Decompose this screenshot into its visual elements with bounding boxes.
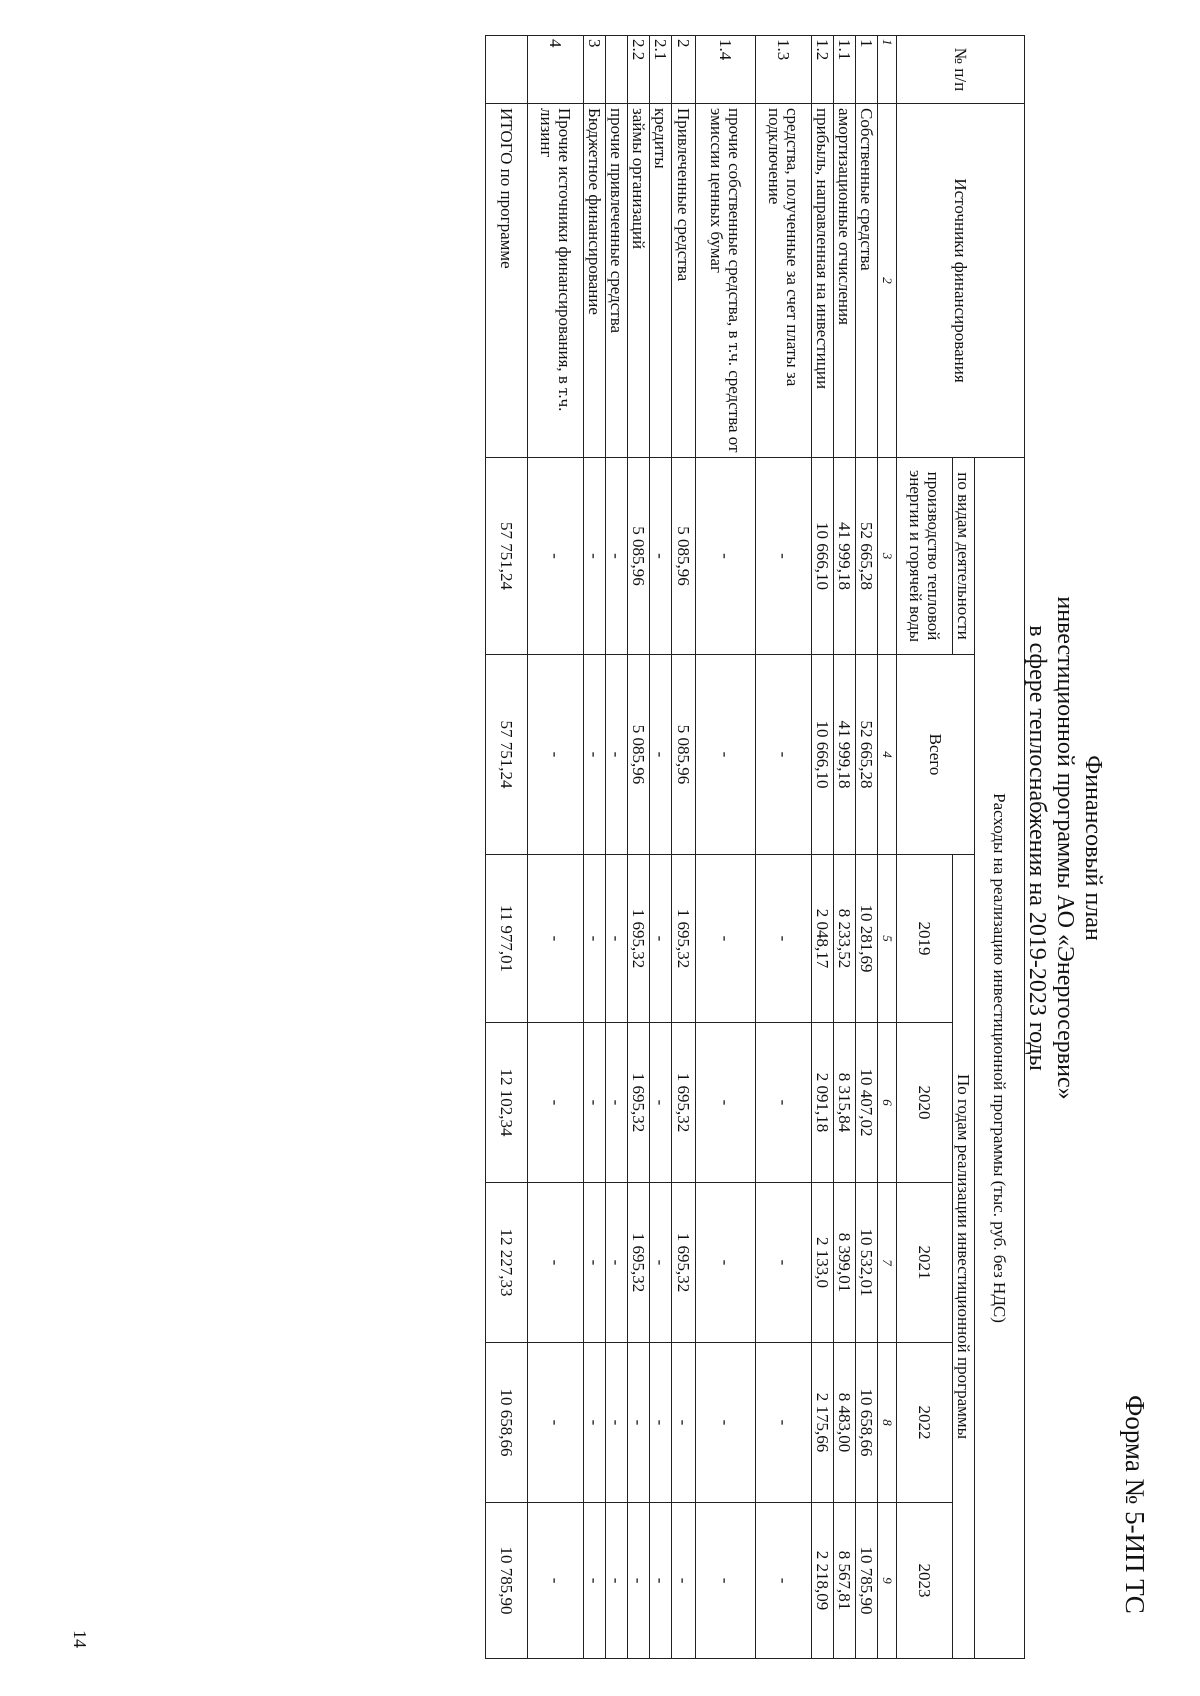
column-number: 3	[878, 458, 897, 655]
row-value: -	[650, 655, 672, 855]
row-value: -	[696, 458, 756, 655]
table-row	[696, 36, 756, 1659]
row-value: -	[696, 1343, 756, 1503]
row-source: амортизационные отчисления	[834, 104, 856, 458]
header-by-years: По годам реализации инвестиционной программы	[953, 855, 975, 1659]
header-by-activity: по видам деятельности	[953, 458, 975, 655]
row-index: 1.3	[756, 36, 812, 104]
row-value: -	[528, 1503, 584, 1659]
row-value: -	[672, 1343, 696, 1503]
row-value: 10 658,66	[486, 1343, 528, 1503]
row-value: 10 532,01	[856, 1183, 878, 1343]
header-year-2020: 2020	[897, 1023, 953, 1183]
row-value: -	[650, 1023, 672, 1183]
financial-plan-table	[485, 35, 1025, 1659]
column-number: 7	[878, 1183, 897, 1343]
row-value: -	[528, 1183, 584, 1343]
document-title	[1023, 0, 1107, 1696]
row-source: кредиты	[650, 104, 672, 458]
row-source: займы организаций	[628, 104, 650, 458]
row-value: -	[650, 458, 672, 655]
header-year-2022: 2022	[897, 1343, 953, 1503]
header-total: Всего	[897, 655, 975, 855]
row-index	[486, 36, 528, 104]
row-value: -	[650, 1343, 672, 1503]
row-value: -	[606, 1343, 628, 1503]
row-value: 12 102,34	[486, 1023, 528, 1183]
header-number: № п/п	[897, 36, 1025, 104]
row-value: -	[756, 1503, 812, 1659]
row-index: 2	[672, 36, 696, 104]
row-value: 52 665,28	[856, 458, 878, 655]
row-source: прочие собственные средства, в т.ч. средства от эмиссии ценных бумаг	[696, 104, 756, 458]
row-value: -	[606, 1183, 628, 1343]
row-value: -	[696, 855, 756, 1023]
column-number: 2	[878, 104, 897, 458]
row-value: -	[584, 458, 606, 655]
row-value: -	[650, 1503, 672, 1659]
row-value: -	[528, 458, 584, 655]
row-index: 1.4	[696, 36, 756, 104]
header-year-2021: 2021	[897, 1183, 953, 1343]
row-value: -	[696, 1183, 756, 1343]
row-value: 41 999,18	[834, 458, 856, 655]
row-source: прибыль, направленная на инвестиции	[812, 104, 834, 458]
row-value: -	[584, 1503, 606, 1659]
table-row	[528, 36, 584, 1659]
row-value: 10 666,10	[812, 458, 834, 655]
row-value: -	[584, 855, 606, 1023]
row-value: 10 785,90	[486, 1503, 528, 1659]
header-sources: Источники финансирования	[897, 104, 1025, 458]
column-number: 8	[878, 1343, 897, 1503]
header-production: производство тепловой энергии и горячей воды	[897, 458, 953, 655]
row-value: 1 695,32	[672, 1183, 696, 1343]
title-line-1: Финансовый план	[1080, 755, 1106, 941]
row-value: -	[606, 458, 628, 655]
row-value: -	[528, 855, 584, 1023]
row-value: -	[628, 1503, 650, 1659]
table-row	[650, 36, 672, 1659]
row-value: 5 085,96	[628, 655, 650, 855]
row-value: -	[584, 1183, 606, 1343]
row-value: 57 751,24	[486, 458, 528, 655]
row-value: 1 695,32	[628, 855, 650, 1023]
row-value: 5 085,96	[672, 458, 696, 655]
row-value: -	[584, 1023, 606, 1183]
row-source: прочие привлеченные средства	[606, 104, 628, 458]
row-value: -	[756, 1183, 812, 1343]
header-year-2019: 2019	[897, 855, 953, 1023]
row-value: -	[696, 655, 756, 855]
column-number: 4	[878, 655, 897, 855]
row-value: -	[606, 1503, 628, 1659]
row-value: -	[672, 1503, 696, 1659]
page-number: 14	[70, 1630, 90, 1648]
row-value: 1 695,32	[628, 1023, 650, 1183]
column-numbers-row	[878, 36, 897, 1659]
row-value: -	[696, 1023, 756, 1183]
table-row-total	[486, 36, 528, 1659]
row-value: 8 233,52	[834, 855, 856, 1023]
row-source: Привлеченные средства	[672, 104, 696, 458]
row-value: 2 048,17	[812, 855, 834, 1023]
row-value: -	[628, 1343, 650, 1503]
table-row	[672, 36, 696, 1659]
row-value: 12 227,33	[486, 1183, 528, 1343]
form-label: Форма № 5-ИП ТС	[1120, 1395, 1150, 1614]
table-row	[606, 36, 628, 1659]
table-row	[856, 36, 878, 1659]
row-value: 2 218,09	[812, 1503, 834, 1659]
row-value: 2 133,0	[812, 1183, 834, 1343]
row-value: 1 695,32	[672, 855, 696, 1023]
row-value: 1 695,32	[672, 1023, 696, 1183]
row-value: 10 785,90	[856, 1503, 878, 1659]
row-value: 2 091,18	[812, 1023, 834, 1183]
row-index: 2.1	[650, 36, 672, 104]
row-value: 41 999,18	[834, 655, 856, 855]
row-value: -	[528, 1023, 584, 1183]
row-value: 10 407,02	[856, 1023, 878, 1183]
row-value: 10 666,10	[812, 655, 834, 855]
row-value: -	[756, 458, 812, 655]
title-line-2: инвестиционной программы АО «Энергосервис»	[1052, 596, 1078, 1100]
table-row	[584, 36, 606, 1659]
row-value: 11 977,01	[486, 855, 528, 1023]
row-value: -	[650, 855, 672, 1023]
row-value: -	[650, 1183, 672, 1343]
table-row	[834, 36, 856, 1659]
row-value: 5 085,96	[628, 458, 650, 655]
table-row	[812, 36, 834, 1659]
row-value: -	[756, 1023, 812, 1183]
row-value: -	[606, 1023, 628, 1183]
row-value: 2 175,66	[812, 1343, 834, 1503]
row-index: 2.2	[628, 36, 650, 104]
header-expenses: Расходы на реализацию инвестиционной программы (тыс. руб. без НДС)	[975, 458, 1025, 1659]
row-value: 10 281,69	[856, 855, 878, 1023]
row-value: 52 665,28	[856, 655, 878, 855]
row-value: 5 085,96	[672, 655, 696, 855]
column-number: 9	[878, 1503, 897, 1659]
row-value: -	[528, 655, 584, 855]
row-value: 8 399,01	[834, 1183, 856, 1343]
row-value: -	[528, 1343, 584, 1503]
row-index: 4	[528, 36, 584, 104]
row-value: 8 483,00	[834, 1343, 856, 1503]
row-value: -	[756, 855, 812, 1023]
row-index: 1	[856, 36, 878, 104]
row-value: -	[696, 1503, 756, 1659]
row-value: -	[756, 1343, 812, 1503]
row-source: средства, полученные за счет платы за подключение	[756, 104, 812, 458]
row-source: Собственные средства	[856, 104, 878, 458]
table-row	[756, 36, 812, 1659]
row-value: 8 567,81	[834, 1503, 856, 1659]
title-line-3: в сфере теплоснабжения на 2019-2023 годы	[1024, 625, 1050, 1071]
row-index: 1.2	[812, 36, 834, 104]
header-year-2023: 2023	[897, 1503, 953, 1659]
row-value: -	[606, 655, 628, 855]
row-index: 3	[584, 36, 606, 104]
row-index: 1.1	[834, 36, 856, 104]
row-source: Бюджетное финансирование	[584, 104, 606, 458]
row-value: -	[584, 1343, 606, 1503]
row-value: 10 658,66	[856, 1343, 878, 1503]
row-value: 8 315,84	[834, 1023, 856, 1183]
column-number: 6	[878, 1023, 897, 1183]
row-value: 1 695,32	[628, 1183, 650, 1343]
table-row	[628, 36, 650, 1659]
column-number: 1	[878, 36, 897, 104]
row-value: -	[756, 655, 812, 855]
row-source: ИТОГО по программе	[486, 104, 528, 458]
row-value: 57 751,24	[486, 655, 528, 855]
row-value: -	[584, 655, 606, 855]
row-index	[606, 36, 628, 104]
row-value: -	[606, 855, 628, 1023]
row-source: Прочие источники финансирования, в т.ч. лизинг	[528, 104, 584, 458]
column-number: 5	[878, 855, 897, 1023]
